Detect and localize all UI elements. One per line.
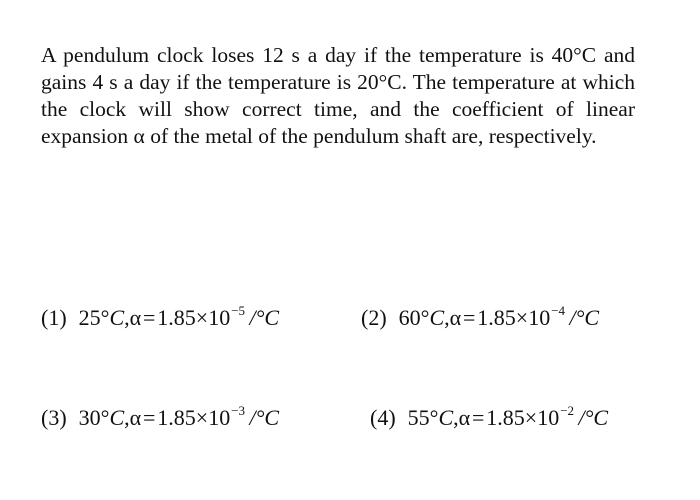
power-base: 10 <box>208 305 231 330</box>
temperature-unit: C <box>109 305 125 330</box>
temperature-unit: C <box>109 405 125 430</box>
coefficient-value: 1.85 <box>477 305 516 330</box>
alpha-symbol: α <box>458 405 471 430</box>
option-number: (2) <box>361 305 387 330</box>
temperature-unit: C <box>429 305 445 330</box>
question-text: A pendulum clock loses 12 s a day if the temperature is 40°C and gains 4 s a day if the temperature is 20°C. The temperature at which the clock will show correct time, and the coefficient of linear expansion α of the metal of the pendulum shaft are, respectively. <box>41 43 635 148</box>
temperature-unit: C <box>438 405 454 430</box>
option-number: (1) <box>41 305 67 330</box>
alpha-symbol: α <box>129 305 142 330</box>
option-temperature: 60° <box>398 305 430 330</box>
option-4[interactable]: (4) 55°C,α = $1.85\times 10^{-2}$ /°C <box>370 403 609 430</box>
option-number: (3) <box>41 405 67 430</box>
option-temperature: 25° <box>78 305 110 330</box>
option-3[interactable]: (3) 30°C,α = $1.85\times 10^{-3}$ /°C <box>41 403 280 430</box>
option-temperature: 30° <box>78 405 110 430</box>
coefficient-value: 1.85 <box>157 405 196 430</box>
exponent: −5 <box>231 303 246 318</box>
exponent: −3 <box>231 403 246 418</box>
power-base: 10 <box>537 405 560 430</box>
coefficient-value: 1.85 <box>157 305 196 330</box>
per-unit: /°C <box>249 305 280 330</box>
power-base: 10 <box>208 405 231 430</box>
alpha-symbol: α <box>129 405 142 430</box>
option-1[interactable]: (1) 25°C,α = $1.85\times 10^{-5}$ /°C <box>41 303 280 330</box>
per-unit: /°C <box>249 405 280 430</box>
alpha-symbol: α <box>449 305 462 330</box>
exponent: −4 <box>551 303 566 318</box>
per-unit: /°C <box>569 305 600 330</box>
power-base: 10 <box>528 305 551 330</box>
exponent: −2 <box>560 403 575 418</box>
per-unit: /°C <box>578 405 609 430</box>
option-temperature: 55° <box>407 405 439 430</box>
coefficient-value: 1.85 <box>486 405 525 430</box>
option-2[interactable]: (2) 60°C,α = $1.85\times 10^{-4}$ /°C <box>361 303 600 330</box>
option-number: (4) <box>370 405 396 430</box>
